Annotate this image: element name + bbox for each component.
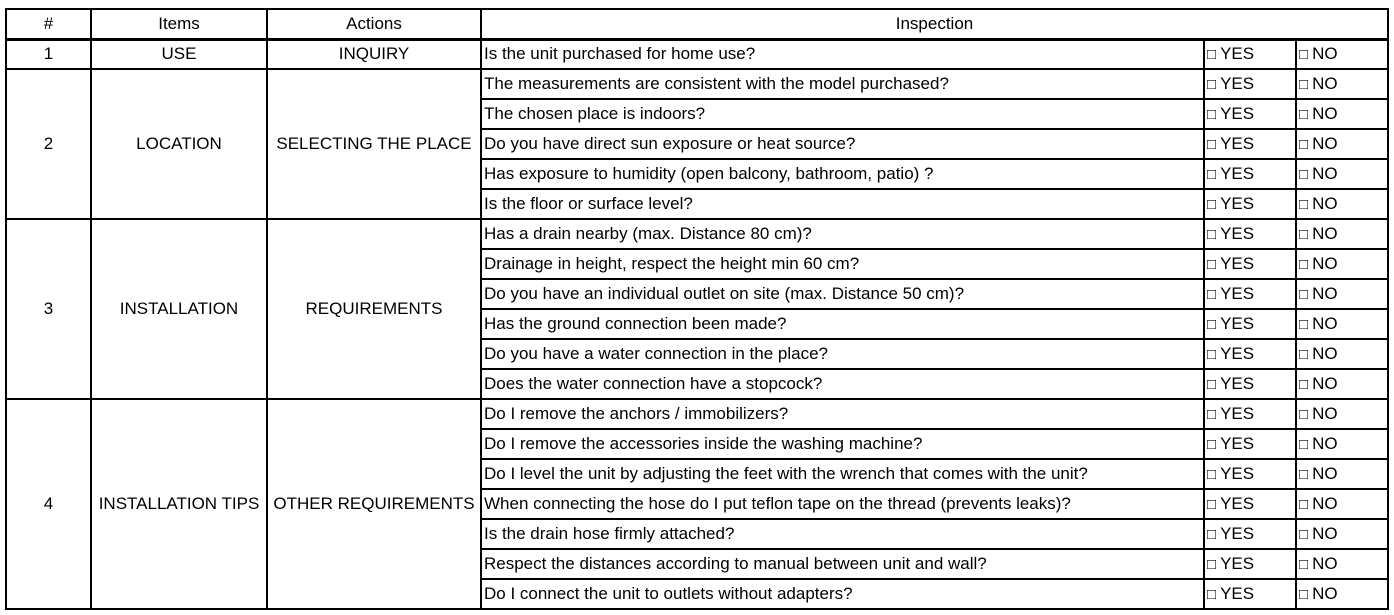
yes-option-label: YES bbox=[1220, 163, 1255, 183]
yes-option-cell[interactable] bbox=[1204, 549, 1296, 579]
inspection-question: Do you have a water connection in the place? bbox=[481, 339, 1204, 369]
no-option-label: NO bbox=[1312, 73, 1338, 93]
inspection-question: Is the drain hose firmly attached? bbox=[481, 519, 1204, 549]
group-number: 1 bbox=[6, 39, 91, 69]
yes-option-cell[interactable] bbox=[1204, 219, 1296, 249]
yes-option-cell[interactable] bbox=[1204, 249, 1296, 279]
checkbox-icon[interactable]: □ bbox=[1207, 135, 1217, 153]
inspection-checklist-table bbox=[5, 8, 1389, 610]
no-option-cell[interactable] bbox=[1296, 219, 1388, 249]
no-option-label: NO bbox=[1312, 343, 1338, 363]
inspection-question: Do you have an individual outlet on site (max. Distance 50 cm)? bbox=[481, 279, 1204, 309]
checkbox-icon[interactable]: □ bbox=[1207, 315, 1217, 333]
group-number: 3 bbox=[6, 219, 91, 399]
group-action: SELECTING THE PLACE bbox=[267, 69, 481, 219]
header-actions: Actions bbox=[267, 9, 481, 39]
yes-option-label: YES bbox=[1220, 193, 1255, 213]
checkbox-icon[interactable]: □ bbox=[1207, 375, 1217, 393]
inspection-question: The measurements are consistent with the model purchased? bbox=[481, 69, 1204, 99]
checkbox-icon[interactable]: □ bbox=[1207, 435, 1217, 453]
yes-option-cell[interactable] bbox=[1204, 279, 1296, 309]
checkbox-icon[interactable]: □ bbox=[1207, 105, 1217, 123]
checkbox-icon[interactable]: □ bbox=[1207, 225, 1217, 243]
yes-option-cell[interactable] bbox=[1204, 129, 1296, 159]
yes-option-cell[interactable] bbox=[1204, 429, 1296, 459]
checkbox-icon[interactable]: □ bbox=[1207, 495, 1217, 513]
checkbox-icon[interactable]: □ bbox=[1299, 195, 1309, 213]
checkbox-icon[interactable]: □ bbox=[1299, 405, 1309, 423]
no-option-cell[interactable] bbox=[1296, 519, 1388, 549]
no-option-cell[interactable] bbox=[1296, 399, 1388, 429]
checkbox-icon[interactable]: □ bbox=[1299, 465, 1309, 483]
table-row bbox=[6, 219, 1388, 249]
no-option-label: NO bbox=[1312, 583, 1338, 603]
inspection-question: Is the unit purchased for home use? bbox=[481, 39, 1204, 69]
inspection-question: The chosen place is indoors? bbox=[481, 99, 1204, 129]
checkbox-icon[interactable]: □ bbox=[1299, 585, 1309, 603]
yes-option-label: YES bbox=[1220, 223, 1255, 243]
group-item: LOCATION bbox=[91, 69, 267, 219]
yes-option-label: YES bbox=[1220, 583, 1255, 603]
header-items: Items bbox=[91, 9, 267, 39]
checkbox-icon[interactable]: □ bbox=[1207, 465, 1217, 483]
yes-option-label: YES bbox=[1220, 313, 1255, 333]
yes-option-label: YES bbox=[1220, 403, 1255, 423]
table-row bbox=[6, 39, 1388, 69]
table-row bbox=[6, 399, 1388, 429]
no-option-cell[interactable] bbox=[1296, 99, 1388, 129]
checkbox-icon[interactable]: □ bbox=[1299, 75, 1309, 93]
no-option-label: NO bbox=[1312, 553, 1338, 573]
checkbox-icon[interactable]: □ bbox=[1299, 375, 1309, 393]
inspection-question: Does the water connection have a stopcock? bbox=[481, 369, 1204, 399]
no-option-cell[interactable] bbox=[1296, 459, 1388, 489]
yes-option-cell[interactable] bbox=[1204, 159, 1296, 189]
group-number: 4 bbox=[6, 399, 91, 609]
yes-option-label: YES bbox=[1220, 553, 1255, 573]
no-option-label: NO bbox=[1312, 223, 1338, 243]
yes-option-label: YES bbox=[1220, 373, 1255, 393]
no-option-label: NO bbox=[1312, 523, 1338, 543]
group-action: OTHER REQUIREMENTS bbox=[267, 399, 481, 609]
yes-option-label: YES bbox=[1220, 493, 1255, 513]
no-option-cell[interactable] bbox=[1296, 279, 1388, 309]
checkbox-icon[interactable]: □ bbox=[1299, 225, 1309, 243]
checkbox-icon[interactable]: □ bbox=[1207, 285, 1217, 303]
yes-option-label: YES bbox=[1220, 133, 1255, 153]
checkbox-icon[interactable]: □ bbox=[1299, 495, 1309, 513]
yes-option-cell[interactable] bbox=[1204, 189, 1296, 219]
yes-option-cell[interactable] bbox=[1204, 489, 1296, 519]
group-action: INQUIRY bbox=[267, 39, 481, 69]
inspection-question: Do I level the unit by adjusting the feet with the wrench that comes with the unit? bbox=[481, 459, 1204, 489]
no-option-label: NO bbox=[1312, 163, 1338, 183]
yes-option-label: YES bbox=[1220, 343, 1255, 363]
inspection-question: When connecting the hose do I put teflon tape on the thread (prevents leaks)? bbox=[481, 489, 1204, 519]
checkbox-icon[interactable]: □ bbox=[1207, 195, 1217, 213]
no-option-label: NO bbox=[1312, 403, 1338, 423]
inspection-question: Do I connect the unit to outlets without adapters? bbox=[481, 579, 1204, 609]
no-option-cell[interactable] bbox=[1296, 249, 1388, 279]
group-item: INSTALLATION bbox=[91, 219, 267, 399]
yes-option-label: YES bbox=[1220, 43, 1255, 63]
checkbox-icon[interactable]: □ bbox=[1299, 135, 1309, 153]
no-option-label: NO bbox=[1312, 373, 1338, 393]
yes-option-label: YES bbox=[1220, 253, 1255, 273]
no-option-label: NO bbox=[1312, 43, 1338, 63]
no-option-label: NO bbox=[1312, 313, 1338, 333]
inspection-question: Has exposure to humidity (open balcony, bathroom, patio) ? bbox=[481, 159, 1204, 189]
no-option-label: NO bbox=[1312, 433, 1338, 453]
checkbox-icon[interactable]: □ bbox=[1207, 165, 1217, 183]
checkbox-icon[interactable]: □ bbox=[1299, 345, 1309, 363]
checkbox-icon[interactable]: □ bbox=[1207, 525, 1217, 543]
no-option-cell[interactable] bbox=[1296, 429, 1388, 459]
inspection-question: Drainage in height, respect the height min 60 cm? bbox=[481, 249, 1204, 279]
checkbox-icon[interactable]: □ bbox=[1299, 45, 1309, 63]
yes-option-cell[interactable] bbox=[1204, 309, 1296, 339]
header-row bbox=[6, 9, 1388, 39]
header-num: # bbox=[6, 9, 91, 39]
yes-option-cell[interactable] bbox=[1204, 39, 1296, 69]
no-option-cell[interactable] bbox=[1296, 129, 1388, 159]
inspection-question: Has a drain nearby (max. Distance 80 cm)? bbox=[481, 219, 1204, 249]
no-option-label: NO bbox=[1312, 133, 1338, 153]
no-option-cell[interactable] bbox=[1296, 579, 1388, 609]
checkbox-icon[interactable]: □ bbox=[1299, 315, 1309, 333]
no-option-cell[interactable] bbox=[1296, 189, 1388, 219]
checkbox-icon[interactable]: □ bbox=[1207, 405, 1217, 423]
checkbox-icon[interactable]: □ bbox=[1299, 255, 1309, 273]
group-action: REQUIREMENTS bbox=[267, 219, 481, 399]
checkbox-icon[interactable]: □ bbox=[1207, 45, 1217, 63]
checklist-body bbox=[6, 39, 1388, 609]
yes-option-cell[interactable] bbox=[1204, 99, 1296, 129]
yes-option-label: YES bbox=[1220, 523, 1255, 543]
table-row bbox=[6, 69, 1388, 99]
checkbox-icon[interactable]: □ bbox=[1299, 285, 1309, 303]
no-option-label: NO bbox=[1312, 253, 1338, 273]
yes-option-cell[interactable] bbox=[1204, 459, 1296, 489]
checkbox-icon[interactable]: □ bbox=[1207, 585, 1217, 603]
checkbox-icon[interactable]: □ bbox=[1299, 435, 1309, 453]
yes-option-label: YES bbox=[1220, 73, 1255, 93]
no-option-cell[interactable] bbox=[1296, 159, 1388, 189]
inspection-question: Has the ground connection been made? bbox=[481, 309, 1204, 339]
inspection-question: Do I remove the anchors / immobilizers? bbox=[481, 399, 1204, 429]
no-option-cell[interactable] bbox=[1296, 369, 1388, 399]
inspection-question: Do I remove the accessories inside the washing machine? bbox=[481, 429, 1204, 459]
inspection-question: Do you have direct sun exposure or heat source? bbox=[481, 129, 1204, 159]
group-item: INSTALLATION TIPS bbox=[91, 399, 267, 609]
yes-option-cell[interactable] bbox=[1204, 399, 1296, 429]
yes-option-label: YES bbox=[1220, 433, 1255, 453]
inspection-question: Is the floor or surface level? bbox=[481, 189, 1204, 219]
no-option-cell[interactable] bbox=[1296, 309, 1388, 339]
no-option-cell[interactable] bbox=[1296, 549, 1388, 579]
checkbox-icon[interactable]: □ bbox=[1299, 165, 1309, 183]
no-option-cell[interactable] bbox=[1296, 69, 1388, 99]
yes-option-label: YES bbox=[1220, 463, 1255, 483]
yes-option-label: YES bbox=[1220, 283, 1255, 303]
checkbox-icon[interactable]: □ bbox=[1299, 525, 1309, 543]
no-option-cell[interactable] bbox=[1296, 339, 1388, 369]
no-option-cell[interactable] bbox=[1296, 489, 1388, 519]
checkbox-icon[interactable]: □ bbox=[1299, 555, 1309, 573]
checkbox-icon[interactable]: □ bbox=[1299, 105, 1309, 123]
group-number: 2 bbox=[6, 69, 91, 219]
yes-option-cell[interactable] bbox=[1204, 519, 1296, 549]
header-inspection: Inspection bbox=[481, 9, 1388, 39]
no-option-label: NO bbox=[1312, 193, 1338, 213]
yes-option-cell[interactable] bbox=[1204, 579, 1296, 609]
yes-option-cell[interactable] bbox=[1204, 339, 1296, 369]
no-option-label: NO bbox=[1312, 103, 1338, 123]
inspection-question: Respect the distances according to manual between unit and wall? bbox=[481, 549, 1204, 579]
yes-option-label: YES bbox=[1220, 103, 1255, 123]
no-option-label: NO bbox=[1312, 283, 1338, 303]
no-option-label: NO bbox=[1312, 463, 1338, 483]
checkbox-icon[interactable]: □ bbox=[1207, 555, 1217, 573]
yes-option-cell[interactable] bbox=[1204, 369, 1296, 399]
checkbox-icon[interactable]: □ bbox=[1207, 345, 1217, 363]
yes-option-cell[interactable] bbox=[1204, 69, 1296, 99]
group-item: USE bbox=[91, 39, 267, 69]
no-option-cell[interactable] bbox=[1296, 39, 1388, 69]
checkbox-icon[interactable]: □ bbox=[1207, 75, 1217, 93]
no-option-label: NO bbox=[1312, 493, 1338, 513]
checkbox-icon[interactable]: □ bbox=[1207, 255, 1217, 273]
